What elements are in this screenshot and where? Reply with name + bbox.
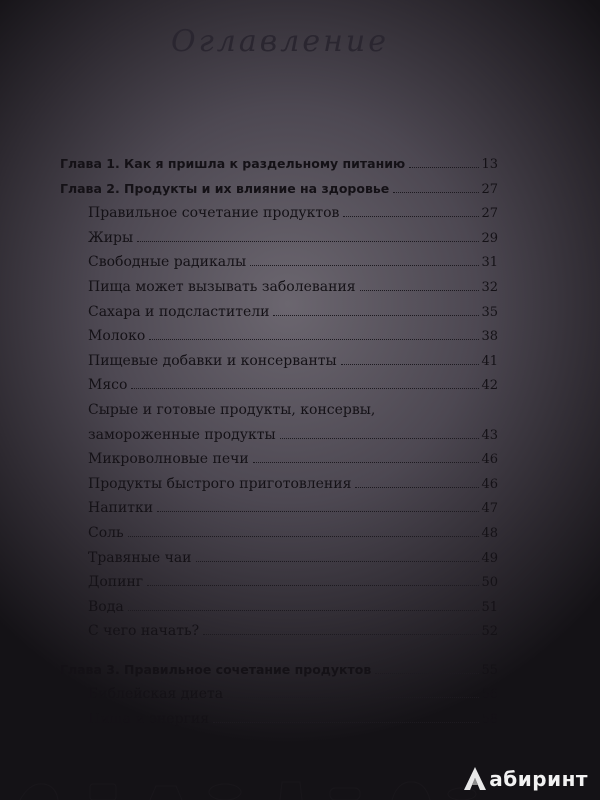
toc-chapter-entry <box>60 152 498 177</box>
watermark-logo <box>463 766 588 792</box>
toc-page-number: 48 <box>481 525 498 541</box>
toc-entry-label: Напитки <box>88 500 154 517</box>
dot-leader <box>375 673 479 674</box>
toc-entry-label: Свободные радикалы <box>88 254 247 271</box>
toc-entry-label: Сырые и готовые продукты, консервы, <box>88 401 376 418</box>
toc-entry-label: Допинг <box>88 574 144 591</box>
toc-page-number: 27 <box>481 206 498 222</box>
dot-leader <box>393 192 479 193</box>
toc-entry-label: Микроволновые печи <box>88 451 249 468</box>
dot-leader <box>213 722 479 723</box>
toc-page-number: 49 <box>481 550 498 566</box>
dot-leader <box>128 610 480 611</box>
dot-leader <box>227 697 479 698</box>
toc-page-number: 47 <box>481 501 498 517</box>
dot-leader <box>253 462 480 463</box>
toc-section-entry <box>60 546 498 571</box>
toc-section-entry <box>60 398 498 423</box>
page-title: Оглавление <box>171 24 389 59</box>
toc-section-entry <box>60 447 498 472</box>
toc-entry-label: Вода <box>88 598 124 615</box>
dot-leader <box>137 241 479 242</box>
toc-entry-label: Пищевые добавки и консерванты <box>88 352 337 369</box>
toc-section-entry <box>60 619 498 644</box>
toc-entry-label: Пища может вызывать заболевания <box>88 278 356 295</box>
toc-entry-label: Глава 3. Правильное сочетание продуктов <box>60 661 372 677</box>
toc-entry-label: Соль <box>88 524 124 541</box>
dot-leader <box>280 438 480 439</box>
toc-page-number: 38 <box>481 329 498 345</box>
toc-section-entry <box>60 707 498 732</box>
toc-page-number: 31 <box>481 255 498 271</box>
toc-page-number: 27 <box>481 181 498 197</box>
toc-page-number: 56 <box>481 687 498 703</box>
toc-page-number: 43 <box>481 427 498 443</box>
toc-section-entry <box>60 570 498 595</box>
dot-leader <box>341 364 480 365</box>
toc-entry-label: Глава 2. Продукты и их влияние на здоровье <box>60 180 390 196</box>
toc-section-entry <box>60 595 498 620</box>
toc-entry-label: Продукты быстрого приготовления <box>88 475 352 492</box>
dot-leader <box>409 167 479 168</box>
toc-page-number: 32 <box>481 279 498 295</box>
dot-leader <box>131 388 479 389</box>
toc-section-entry <box>60 521 498 546</box>
toc-entry-label: Правильное сочетание продуктов <box>88 205 340 222</box>
toc-section-entry <box>60 373 498 398</box>
toc-section-entry <box>60 250 498 275</box>
toc-entry-label: Травяные чаи <box>88 549 192 566</box>
toc-section-entry <box>60 201 498 226</box>
labirint-logo-icon <box>463 766 487 792</box>
toc-page-number: 13 <box>481 157 498 172</box>
toc-section-entry <box>60 324 498 349</box>
toc-section-entry <box>60 275 498 300</box>
dot-leader <box>128 536 480 537</box>
toc-entry-label: Библейская диета <box>88 686 224 703</box>
toc-section-entry <box>60 226 498 251</box>
dot-leader <box>355 487 479 488</box>
toc-section-entry <box>60 496 498 521</box>
dot-leader <box>250 265 479 266</box>
toc-entry-label: Молоко <box>88 328 146 345</box>
toc-entry-label: Пища и энергия <box>88 711 210 728</box>
toc-page-number: 35 <box>481 304 498 320</box>
toc-section-entry <box>60 682 498 707</box>
toc-entry-label: Жиры <box>88 229 134 246</box>
dot-leader <box>203 634 479 635</box>
toc-chapter-entry <box>60 177 498 202</box>
toc-page-number: 41 <box>481 353 498 369</box>
toc-page-number: 29 <box>481 230 498 246</box>
toc-page-number: 52 <box>481 624 498 640</box>
toc-section-entry <box>60 300 498 325</box>
toc-entry-label: Глава 1. Как я пришла к раздельному питанию <box>60 156 406 171</box>
toc-page-number: 58 <box>481 712 498 728</box>
toc-chapter-entry <box>60 658 498 683</box>
toc-entry-label: С чего начать? <box>88 623 200 640</box>
toc-page-number: 51 <box>481 599 498 615</box>
toc-section-entry <box>60 423 498 448</box>
dot-leader <box>360 290 480 291</box>
toc-page-number: 50 <box>481 575 498 591</box>
dot-leader <box>196 561 480 562</box>
table-of-contents <box>60 152 498 732</box>
toc-entry-label: замороженные продукты <box>88 426 276 443</box>
toc-page-number: 46 <box>481 476 498 492</box>
dot-leader <box>343 216 479 217</box>
toc-entry-label: Мясо <box>88 377 128 394</box>
toc-section-entry <box>60 349 498 374</box>
dot-leader <box>147 585 479 586</box>
toc-page-number: 55 <box>481 662 498 678</box>
dot-leader <box>149 339 479 340</box>
toc-page-number: 42 <box>481 378 498 394</box>
toc-section-entry <box>60 472 498 497</box>
dot-leader <box>157 511 479 512</box>
watermark-text: абиринт <box>489 767 588 791</box>
toc-entry-label: Сахара и подсластители <box>88 303 270 320</box>
dot-leader <box>273 315 479 316</box>
toc-page-number: 46 <box>481 452 498 468</box>
